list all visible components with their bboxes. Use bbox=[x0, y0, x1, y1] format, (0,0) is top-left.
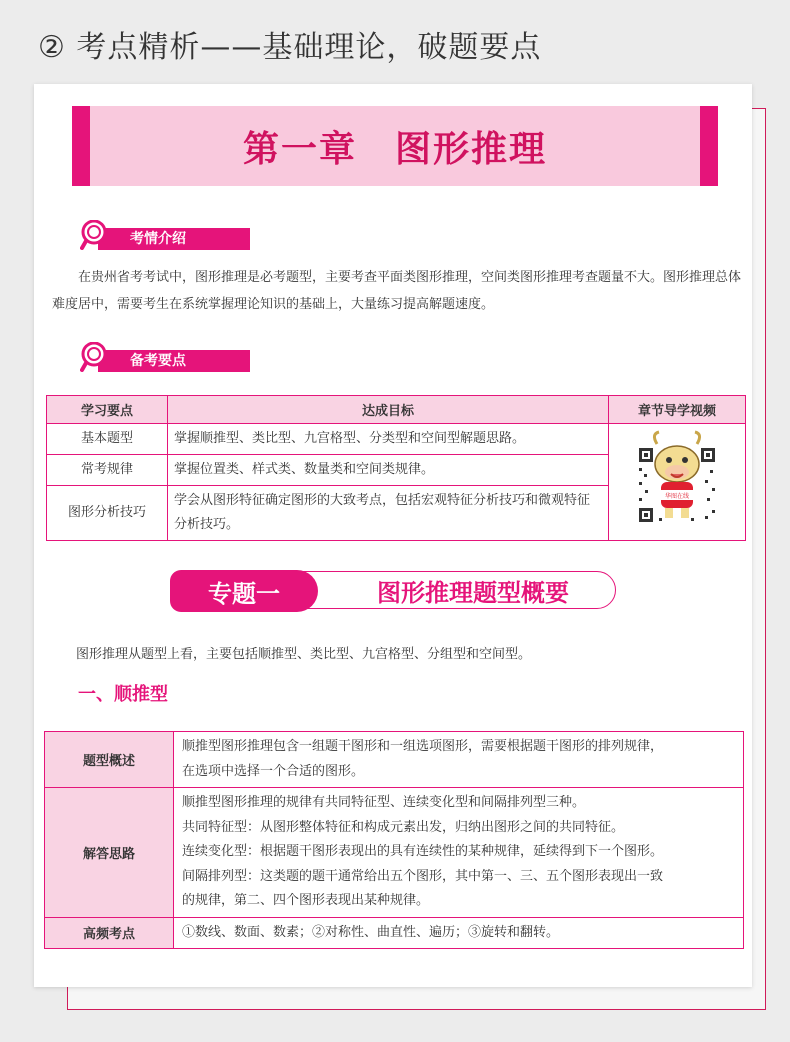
topic-title: 图形推理题型概要 bbox=[270, 571, 616, 609]
topic-banner bbox=[170, 570, 618, 612]
content-line: 连续变化型：根据题干图形表现出的具有连续性的某种规律，延续得到下一个图形。 bbox=[182, 844, 664, 859]
qr-code-mascot-icon[interactable] bbox=[635, 430, 719, 526]
row-content bbox=[174, 732, 744, 788]
table-row bbox=[45, 917, 744, 949]
content-line: 顺推型图形推理包含一组题干图形和一组选项图形，需要根据题干图形的排列规律， bbox=[182, 739, 664, 754]
content-line: 在选项中选择一个合适的图形。 bbox=[182, 763, 365, 779]
content-line: 共同特征型：从图形整体特征和构成元素出发，归纳出图形之间的共同特征。 bbox=[182, 819, 625, 835]
column-header: 学习要点 bbox=[47, 396, 168, 424]
table-row bbox=[45, 732, 744, 788]
column-header: 章节导学视频 bbox=[609, 396, 746, 424]
topic-intro-paragraph: 图形推理从题型上看，主要包括顺推型、类比型、九宫格型、分组型和空间型。 bbox=[76, 647, 532, 662]
qr-code-cell[interactable] bbox=[609, 424, 746, 541]
table-cell-point: 常考规律 bbox=[47, 455, 168, 486]
row-label: 高频考点 bbox=[45, 917, 174, 949]
table-cell-goal: 学会从图形特征确定图形的大致考点，包括宏观特征分析技巧和微观特征分析技巧。 bbox=[168, 486, 609, 541]
table-row bbox=[45, 788, 744, 918]
magnifier-icon bbox=[80, 220, 110, 250]
prep-table bbox=[46, 395, 746, 541]
textbook-page bbox=[34, 84, 752, 987]
table-cell-goal: 掌握顺推型、类比型、九宫格型、分类型和空间型解题思路。 bbox=[168, 424, 609, 455]
chapter-banner bbox=[72, 106, 718, 186]
content-line: 间隔排列型：这类题的题干通常给出五个图形，其中第一、三、五个图形表现出一致 bbox=[182, 868, 664, 884]
table-header-row bbox=[47, 396, 746, 424]
subsection-heading: 一、顺推型 bbox=[78, 684, 168, 705]
page-header-title: ② 考点精析——基础理论，破题要点 bbox=[38, 30, 542, 65]
tag-label: 备考要点 bbox=[98, 350, 250, 372]
table-cell-goal: 掌握位置类、样式类、数量类和空间类规律。 bbox=[168, 455, 609, 486]
row-label: 题型概述 bbox=[45, 732, 174, 788]
content-line: 的规律，第二、四个图形表现出某种规律。 bbox=[182, 893, 430, 908]
table-cell-point: 基本题型 bbox=[47, 424, 168, 455]
row-content bbox=[174, 917, 744, 949]
row-label: 解答思路 bbox=[45, 788, 174, 918]
intro-paragraph: 在贵州省考考试中，图形推理是必考题型，主要考查平面类图形推理，空间类图形推理考查题量不大。图形推理总体难度居中，需要考生在系统掌握理论知识的基础上，大量练习提高解题速度。 bbox=[52, 270, 742, 312]
magnifier-icon bbox=[80, 342, 110, 372]
chapter-title: 第一章 图形推理 bbox=[242, 127, 547, 170]
table-cell-point: 图形分析技巧 bbox=[47, 486, 168, 541]
table-row bbox=[47, 424, 746, 455]
topic-number: 专题一 bbox=[170, 570, 318, 612]
column-header: 达成目标 bbox=[168, 396, 609, 424]
content-line: ①数线、数面、数素；②对称性、曲直性、遍历；③旋转和翻转。 bbox=[182, 924, 560, 940]
row-content bbox=[174, 788, 744, 918]
tag-label: 考情介绍 bbox=[98, 228, 250, 250]
content-line: 顺推型图形推理的规律有共同特征型、连续变化型和间隔排列型三种。 bbox=[182, 795, 586, 810]
detail-table bbox=[44, 731, 744, 949]
qr-badge-text: 华图在线 bbox=[664, 492, 690, 500]
